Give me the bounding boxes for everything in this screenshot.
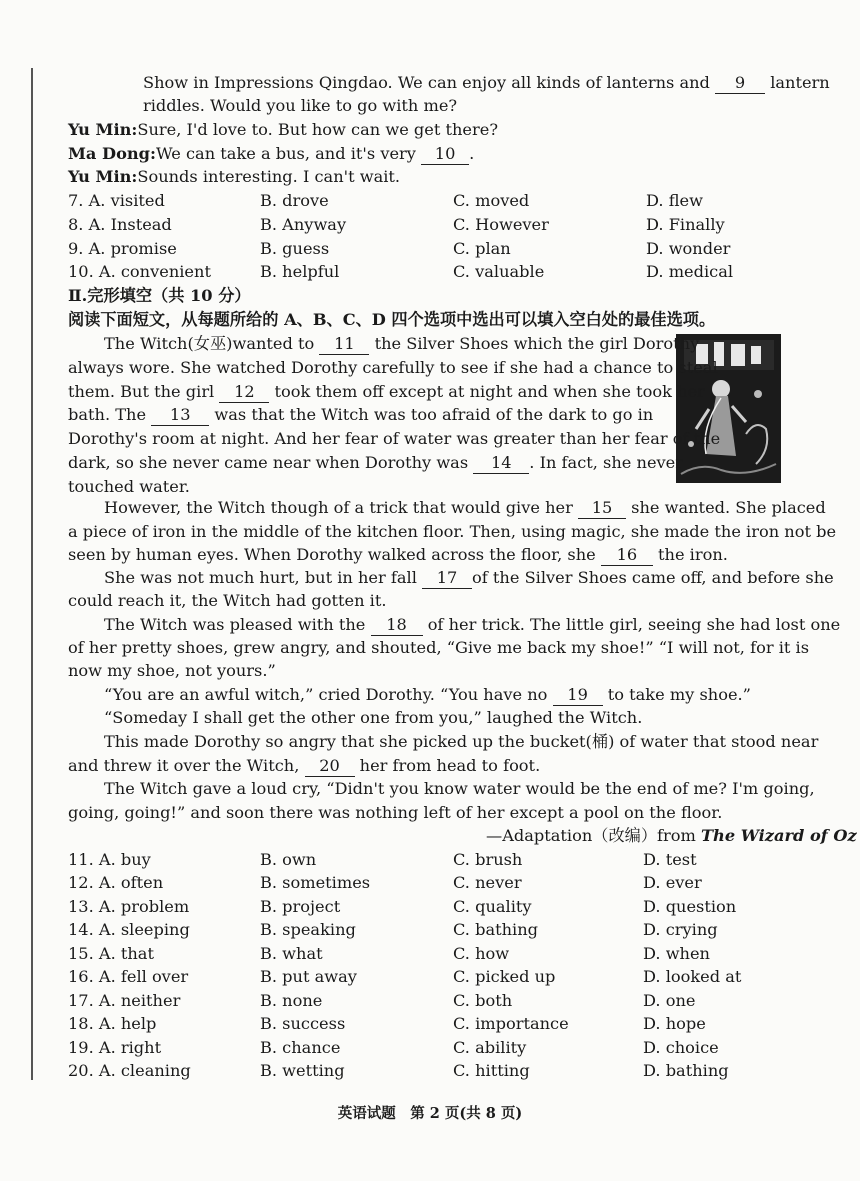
passage-p1-line-4: bath. The 13 was that the Witch was too afraid of the dark to go in — [68, 405, 654, 424]
passage-p2-line-3: seen by human eyes. When Dorothy walked across the floor, she 16 the iron. — [68, 545, 728, 564]
option-c[interactable]: C. importance — [453, 1014, 569, 1033]
passage-p6: “Someday I shall get the other one from you,” laughed the Witch. — [104, 708, 643, 727]
passage-p8-line-2: going, going!” and soon there was nothing left of her except a pool on the floor. — [68, 803, 723, 822]
option-d[interactable]: D. test — [643, 850, 697, 869]
passage-p5: “You are an awful witch,” cried Dorothy. “You have no 19 to take my shoe.” — [104, 685, 751, 704]
option-b[interactable]: B. guess — [260, 239, 330, 258]
option-row-9 — [68, 238, 788, 260]
option-b[interactable]: B. put away — [260, 967, 357, 986]
passage-p1-line-7: touched water. — [68, 477, 190, 496]
option-c[interactable]: C. both — [453, 991, 513, 1010]
passage-p1-line-1: The Witch(女巫)wanted to 11 the Silver Shoes which the girl Dorothy — [104, 334, 700, 353]
option-a[interactable]: 17. A. neither — [68, 991, 181, 1010]
option-row-13 — [68, 896, 788, 918]
option-b[interactable]: B. drove — [260, 191, 329, 210]
option-d[interactable]: D. medical — [646, 262, 734, 281]
option-a[interactable]: 12. A. often — [68, 873, 164, 892]
blank-14[interactable]: 14 — [473, 453, 529, 474]
blank-10[interactable]: 10 — [421, 144, 469, 165]
option-b[interactable]: B. own — [260, 850, 317, 869]
dialogue-yu-min-2: Yu Min:Sounds interesting. I can't wait. — [68, 167, 401, 186]
passage-p4-line-3: now my shoe, not yours.” — [68, 661, 276, 680]
section-instruction: 阅读下面短文，从每题所给的 A、B、C、D 四个选项中选出可以填入空白处的最佳选项。 — [68, 310, 716, 329]
dialogue-yu-min-1: Yu Min:Sure, I'd love to. But how can we get there? — [68, 120, 499, 139]
dialogue-line-2: riddles. Would you like to go with me? — [143, 96, 458, 115]
option-c[interactable]: C. picked up — [453, 967, 556, 986]
option-a[interactable]: 7. A. visited — [68, 191, 165, 210]
blank-18[interactable]: 18 — [371, 615, 423, 636]
passage-p8-line-1: The Witch gave a loud cry, “Didn't you know water would be the end of me? I'm going, — [104, 779, 815, 798]
option-b[interactable]: B. chance — [260, 1038, 341, 1057]
passage-p2-line-2: a piece of iron in the middle of the kitchen floor. Then, using magic, she made the iron not be — [68, 522, 837, 541]
option-b[interactable]: B. sometimes — [260, 873, 371, 892]
blank-11[interactable]: 11 — [319, 334, 369, 355]
option-c[interactable]: C. quality — [453, 897, 532, 916]
blank-13[interactable]: 13 — [151, 405, 209, 426]
option-d[interactable]: D. crying — [643, 920, 718, 939]
option-d[interactable]: D. one — [643, 991, 696, 1010]
option-d[interactable]: D. question — [643, 897, 737, 916]
option-c[interactable]: C. However — [453, 215, 549, 234]
option-row-8 — [68, 214, 788, 236]
dialogue-line-1: Show in Impressions Qingdao. We can enjoy all kinds of lanterns and 9 lantern — [143, 73, 830, 92]
option-row-10 — [68, 261, 788, 283]
passage-p7-line-1: This made Dorothy so angry that she picked up the bucket(桶) of water that stood near — [104, 732, 819, 751]
option-b[interactable]: B. helpful — [260, 262, 340, 281]
option-d[interactable]: D. wonder — [646, 239, 731, 258]
option-b[interactable]: B. success — [260, 1014, 346, 1033]
option-a[interactable]: 18. A. help — [68, 1014, 157, 1033]
option-row-15 — [68, 943, 788, 965]
option-b[interactable]: B. Anyway — [260, 215, 347, 234]
option-b[interactable]: B. what — [260, 944, 323, 963]
passage-p2-line-1: However, the Witch though of a trick that would give her 15 she wanted. She placed — [104, 498, 826, 517]
option-row-18 — [68, 1013, 788, 1035]
option-row-14 — [68, 919, 788, 941]
passage-p7-line-2: and threw it over the Witch, 20 her from head to foot. — [68, 756, 541, 775]
option-b[interactable]: B. none — [260, 991, 323, 1010]
option-row-7 — [68, 190, 788, 212]
option-a[interactable]: 8. A. Instead — [68, 215, 172, 234]
passage-p1-line-5: Dorothy's room at night. And her fear of water was greater than her fear of the — [68, 429, 721, 448]
option-c[interactable]: C. hitting — [453, 1061, 530, 1080]
option-c[interactable]: C. moved — [453, 191, 530, 210]
option-a[interactable]: 10. A. convenient — [68, 262, 211, 281]
option-row-16 — [68, 966, 788, 988]
passage-p3-line-1: She was not much hurt, but in her fall 17 of the Silver Shoes came off, and before she — [104, 568, 834, 587]
option-d[interactable]: D. flew — [646, 191, 703, 210]
option-b[interactable]: B. wetting — [260, 1061, 345, 1080]
option-a[interactable]: 14. A. sleeping — [68, 920, 190, 939]
option-a[interactable]: 9. A. promise — [68, 239, 177, 258]
option-c[interactable]: C. brush — [453, 850, 523, 869]
option-d[interactable]: D. Finally — [646, 215, 725, 234]
option-d[interactable]: D. choice — [643, 1038, 719, 1057]
option-d[interactable]: D. looked at — [643, 967, 742, 986]
option-c[interactable]: C. ability — [453, 1038, 527, 1057]
option-a[interactable]: 20. A. cleaning — [68, 1061, 191, 1080]
option-a[interactable]: 16. A. fell over — [68, 967, 189, 986]
option-d[interactable]: D. hope — [643, 1014, 706, 1033]
blank-9[interactable]: 9 — [715, 73, 765, 94]
passage-p3-line-2: could reach it, the Witch had gotten it. — [68, 591, 387, 610]
option-c[interactable]: C. bathing — [453, 920, 539, 939]
option-b[interactable]: B. project — [260, 897, 341, 916]
option-a[interactable]: 13. A. problem — [68, 897, 190, 916]
option-a[interactable]: 19. A. right — [68, 1038, 162, 1057]
book-title: The Wizard of Oz — [701, 826, 857, 845]
blank-19[interactable]: 19 — [553, 685, 603, 706]
page-footer: 英语试题 第 2 页(共 8 页) — [337, 1105, 523, 1122]
passage-p4-line-1: The Witch was pleased with the 18 of her trick. The little girl, seeing she had lost one — [104, 615, 841, 634]
blank-12[interactable]: 12 — [219, 382, 269, 403]
blank-17[interactable]: 17 — [422, 568, 472, 589]
option-c[interactable]: C. valuable — [453, 262, 545, 281]
blank-15[interactable]: 15 — [578, 498, 626, 519]
option-a[interactable]: 15. A. that — [68, 944, 154, 963]
passage-p1-line-6: dark, so she never came near when Dorothy was 14 . In fact, she never — [68, 453, 683, 472]
option-row-12 — [68, 872, 788, 894]
blank-20[interactable]: 20 — [305, 756, 355, 777]
option-row-20 — [68, 1060, 788, 1082]
binding-margin-line — [31, 68, 33, 1080]
option-row-19 — [68, 1037, 788, 1059]
option-a[interactable]: 11. A. buy — [68, 850, 151, 869]
passage-source: —Adaptation（改编）from The Wizard of Oz — [486, 826, 857, 845]
passage-p1-line-2: always wore. She watched Dorothy carefully to see if she had a chance to steal — [68, 358, 718, 377]
passage-p1-line-3: them. But the girl 12 took them off except at night and when she took her — [68, 382, 705, 401]
dialogue-ma-dong: Ma Dong:We can take a bus, and it's very 10 . — [68, 144, 475, 163]
option-row-17 — [68, 990, 788, 1012]
option-c[interactable]: C. how — [453, 944, 510, 963]
blank-16[interactable]: 16 — [601, 545, 653, 566]
option-b[interactable]: B. speaking — [260, 920, 356, 939]
option-d[interactable]: D. ever — [643, 873, 702, 892]
passage-p4-line-2: of her pretty shoes, grew angry, and shouted, “Give me back my shoe!” “I will not, for it is — [68, 638, 810, 657]
section-title: Ⅱ.完形填空（共 10 分） — [68, 286, 251, 305]
option-c[interactable]: C. plan — [453, 239, 511, 258]
option-row-11 — [68, 849, 788, 871]
option-d[interactable]: D. when — [643, 944, 710, 963]
option-c[interactable]: C. never — [453, 873, 522, 892]
option-d[interactable]: D. bathing — [643, 1061, 729, 1080]
